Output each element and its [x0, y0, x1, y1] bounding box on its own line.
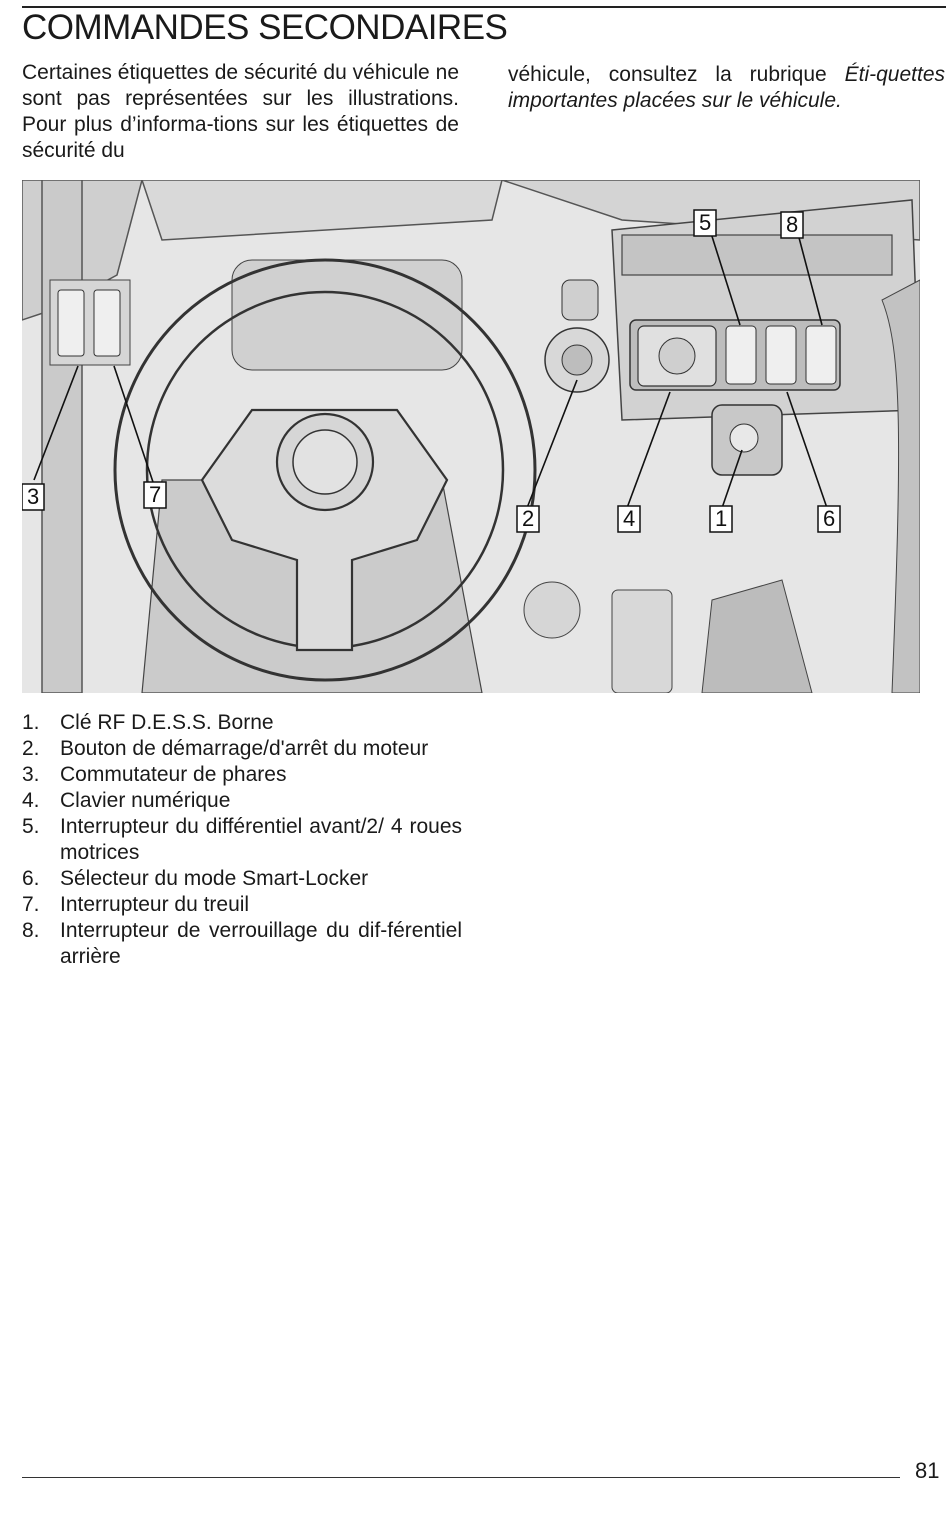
dashboard-drawing: [22, 180, 920, 693]
legend-item: 6. Sélecteur du mode Smart-Locker: [22, 867, 369, 890]
legend-item: 8. Interrupteur de verrouillage du dif-férentiel arrière: [22, 919, 462, 968]
callout-2: 2: [522, 506, 535, 531]
callout-4: 4: [623, 506, 636, 531]
dashboard-illustration: [22, 180, 920, 693]
callout-3: 3: [27, 484, 40, 509]
intro-text-left: Certaines étiquettes de sécurité du véhicule ne sont pas représentées sur les illustrations. Pour plus d’informa-tions sur les étiquettes de sécurité du: [22, 61, 459, 162]
callout-5: 5: [699, 210, 712, 235]
callout-6: 6: [823, 506, 836, 531]
page-number: 81: [915, 1458, 940, 1483]
page-title: COMMANDES SECONDAIRES: [22, 8, 508, 47]
legend-item: 7. Interrupteur du treuil: [22, 893, 250, 916]
callout-7: 7: [149, 482, 162, 507]
legend-item: 5. Interrupteur du différentiel avant/2/ 4 roues motrices: [22, 815, 462, 864]
legend-item: 3. Commutateur de phares: [22, 763, 287, 786]
bottom-rule: [22, 1477, 900, 1478]
legend-item: 2. Bouton de démarrage/d'arrêt du moteur: [22, 737, 429, 760]
legend-item: 1. Clé RF D.E.S.S. Borne: [22, 711, 274, 734]
callout-8: 8: [786, 212, 799, 237]
intro-text-right-italic: Éti-quettes importantes placées sur le véhicule.: [508, 63, 945, 112]
legend-item: 4. Clavier numérique: [22, 789, 231, 812]
intro-text-right-plain: véhicule, consultez la rubrique: [508, 63, 845, 86]
legend-list: [22, 710, 462, 970]
intro-text-right: [508, 62, 945, 114]
callout-1: 1: [715, 506, 728, 531]
